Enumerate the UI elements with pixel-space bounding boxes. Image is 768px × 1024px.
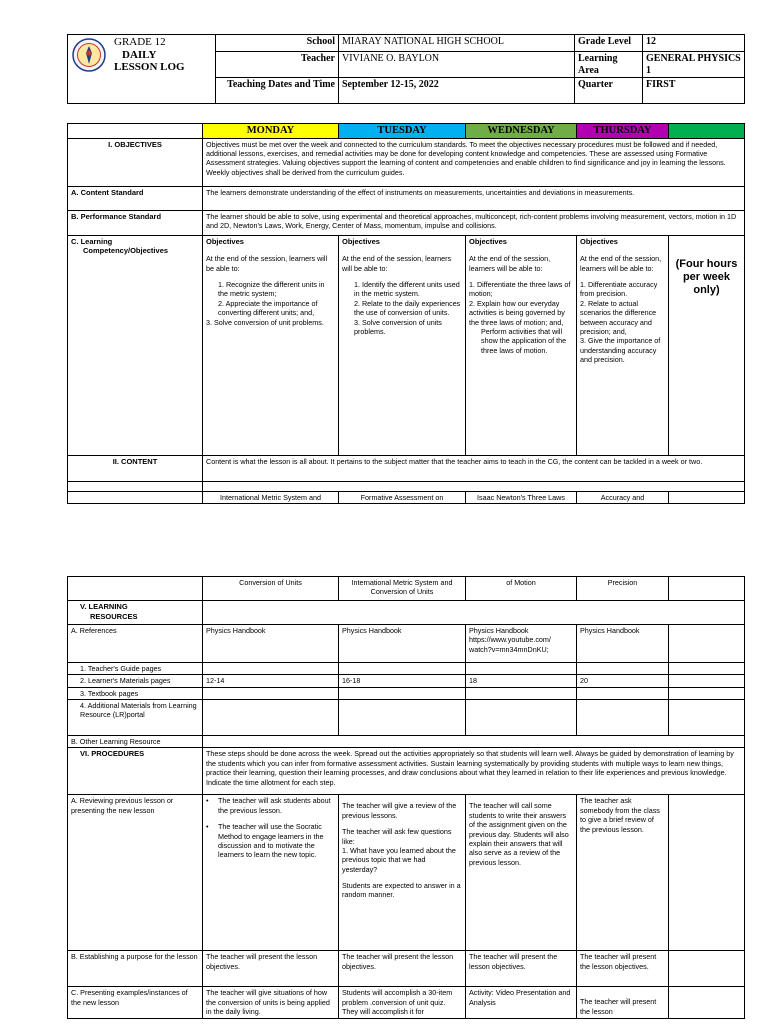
monday-objectives: Objectives At the end of the session, learners will be able to: 1. Recognize the different units in the metric system; 2. Appreciate the importance of converting different units; and, 3. Solve conversion of unit problems. (203, 235, 339, 455)
grade-title: GRADE 12 (114, 36, 166, 48)
objectives-text: Objectives must be met over the week and connected to the curriculum standards. To meet the objectives necessary procedures must be followed and if needed, additional lessons, exercises, and remedial activities may be done for developing content knowledge and competencies. These are assessed using Formative Assessment strategies. Valuing objectives support the learning of content and competencies and enable children to find significance and joy in learning the lessons. Weekly objectives shall be derived from the curriculum guides. (203, 138, 745, 186)
references-thursday: Physics Handbook (577, 625, 669, 663)
content-label: II. CONTENT (68, 455, 203, 481)
teachers-guide-label: 1. Teacher's Guide pages (68, 663, 203, 675)
purpose-thursday: The teacher will present the lesson objectives. (577, 951, 669, 987)
resources-procedures-table (67, 576, 745, 1019)
lm-monday: 12-14 (203, 675, 339, 687)
school-label: School (216, 35, 339, 52)
dates-label: Teaching Dates and Time (216, 78, 339, 104)
performance-standard-text: The learner should be able to solve, using experimental and theoretical approaches, multiconcept, rich-content problems involving measurement, vectors, motion in 1D and 2D, Newton's Laws, Work, Energy, Center of Mass, momentum, impulse and collisions. (203, 210, 745, 235)
day-thursday: THURSDAY (577, 124, 669, 139)
references-tuesday: Physics Handbook (339, 625, 466, 663)
day-monday: MONDAY (203, 124, 339, 139)
purpose-monday: The teacher will present the lesson objectives. (203, 951, 339, 987)
content-tuesday-cont: International Metric System and Conversion of Units (339, 577, 466, 601)
wednesday-objectives: Objectives At the end of the session, learners will be able to: 1. Differentiate the three laws of motion; 2. Explain how our everyday activities is being governed by the three laws of motion; and, Perform activities that will show the application of the three laws of motion. (466, 235, 577, 455)
other-resource-label: B. Other Learning Resource (68, 736, 203, 748)
learning-area-label: Learning Area (575, 52, 643, 78)
dates-value: September 12-15, 2022 (339, 78, 575, 104)
day-wednesday: WEDNESDAY (466, 124, 577, 139)
references-label: A. References (68, 625, 203, 663)
performance-standard-label: B. Performance Standard (68, 210, 203, 235)
day-tuesday: TUESDAY (339, 124, 466, 139)
content-monday-cont: Conversion of Units (203, 577, 339, 601)
learning-resources-label: V. LEARNING RESOURCES (68, 601, 203, 625)
lm-thursday: 20 (577, 675, 669, 687)
procedures-text: These steps should be done across the week. Spread out the activities appropriately so that students will learn well. Always be guided by demonstration of learning by the students which you can infer from formative assessment activities. Sustain learning systematically by providing students with multiple ways to learn new things, practice their learning, question their learning processes, and draw conclusions about what they learned in relation to their life experiences and previous knowledge. Indicate the time allotment for each step. (203, 748, 745, 795)
log-title-cell (68, 35, 216, 104)
quarter-label: Quarter (575, 78, 643, 104)
learning-area-value: GENERAL PHYSICS 1 (643, 52, 745, 78)
thursday-objectives: Objectives At the end of the session, learners will be able to: 1. Differentiate accuracy from precision. 2. Relate to actual scenarios the difference between accuracy and precision; and, 3. Give the importance of understanding accuracy and precision. (577, 235, 669, 455)
procedures-label: VI. PROCEDURES (68, 748, 203, 795)
content-tuesday: Formative Assessment on (339, 491, 466, 503)
examples-monday: The teacher will give situations of how the conversion of units is being applied in the daily living. (203, 987, 339, 1018)
quarter-value: FIRST (643, 78, 745, 104)
examples-label: C. Presenting examples/instances of the new lesson (68, 987, 203, 1018)
school-value: MIARAY NATIONAL HIGH SCHOOL (339, 35, 575, 52)
examples-tuesday: Students will accomplish a 30-item problem .conversion of unit quiz. They will accomplish it for (339, 987, 466, 1018)
review-thursday: The teacher ask somebody from the class to give a brief review of the previous lesson. (577, 795, 669, 951)
teacher-value: VIVIANE O. BAYLON (339, 52, 575, 78)
objectives-table (67, 123, 745, 504)
purpose-label: B. Establishing a purpose for the lesson (68, 951, 203, 987)
content-monday: International Metric System and (203, 491, 339, 503)
blank-day-cell (68, 124, 203, 139)
objectives-label: I. OBJECTIVES (68, 138, 203, 186)
lm-tuesday: 16-18 (339, 675, 466, 687)
review-tuesday: The teacher will give a review of the previous lessons. The teacher will ask few questions like: 1. What have you learned about the previous topic that we had yesterday? Students are expected to answer in a random manner. (339, 795, 466, 951)
friday-hours: (Four hours per week only) (669, 235, 745, 455)
lesson-log-header (67, 34, 745, 104)
review-wednesday: The teacher will call some students to write their answers of the assignment given on the previous day. Students will also explain their answers that will also serve as a review of the previous lesson. (466, 795, 577, 951)
grade-level-label: Grade Level (575, 35, 643, 52)
examples-thursday: The teacher will present the lesson (577, 987, 669, 1018)
references-wednesday: Physics Handbook https://www.youtube.com/ watch?v=mn34mnDnKU; (466, 625, 577, 663)
additional-materials-label: 4. Additional Materials from Learning Resource (LR)portal (68, 700, 203, 736)
content-text: Content is what the lesson is all about. It pertains to the subject matter that the teacher aims to teach in the CG, the content can be tackled in a week or two. (203, 455, 745, 481)
content-thursday: Accuracy and (577, 491, 669, 503)
content-standard-text: The learners demonstrate understanding of the effect of instruments on measurements, uncertainties and deviations in measurements. (203, 186, 745, 210)
content-thursday-cont: Precision (577, 577, 669, 601)
daily-title: DAILY (122, 48, 157, 61)
review-monday: • The teacher will ask students about the previous lesson. • The teacher will use the Socratic Method to engage learners in the discussion and to motivate the learners to learn the new topic. (203, 795, 339, 951)
content-standard-label: A. Content Standard (68, 186, 203, 210)
lesson-log-title: LESSON LOG (114, 61, 185, 74)
textbook-label: 3. Textbook pages (68, 687, 203, 699)
learners-materials-label: 2. Learner's Materials pages (68, 675, 203, 687)
purpose-wednesday: The teacher will present the lesson objectives. (466, 951, 577, 987)
content-wednesday: Isaac Newton's Three Laws (466, 491, 577, 503)
day-friday (669, 124, 745, 139)
references-monday: Physics Handbook (203, 625, 339, 663)
content-wednesday-cont: of Motion (466, 577, 577, 601)
purpose-tuesday: The teacher will present the lesson objectives. (339, 951, 466, 987)
tuesday-objectives: Objectives At the end of the session, learners will be able to: 1. Identify the different units used in the metric system. 2. Relate to the daily experiences the use of conversion of units. 3. Solve conversion of units problems. (339, 235, 466, 455)
competency-label: C. Learning Competency/Objectives (68, 235, 203, 455)
lm-wednesday: 18 (466, 675, 577, 687)
review-label: A. Reviewing previous lesson or presenting the new lesson (68, 795, 203, 951)
examples-wednesday: Activity: Video Presentation and Analysis (466, 987, 577, 1018)
grade-level-value: 12 (643, 35, 745, 52)
teacher-label: Teacher (216, 52, 339, 78)
